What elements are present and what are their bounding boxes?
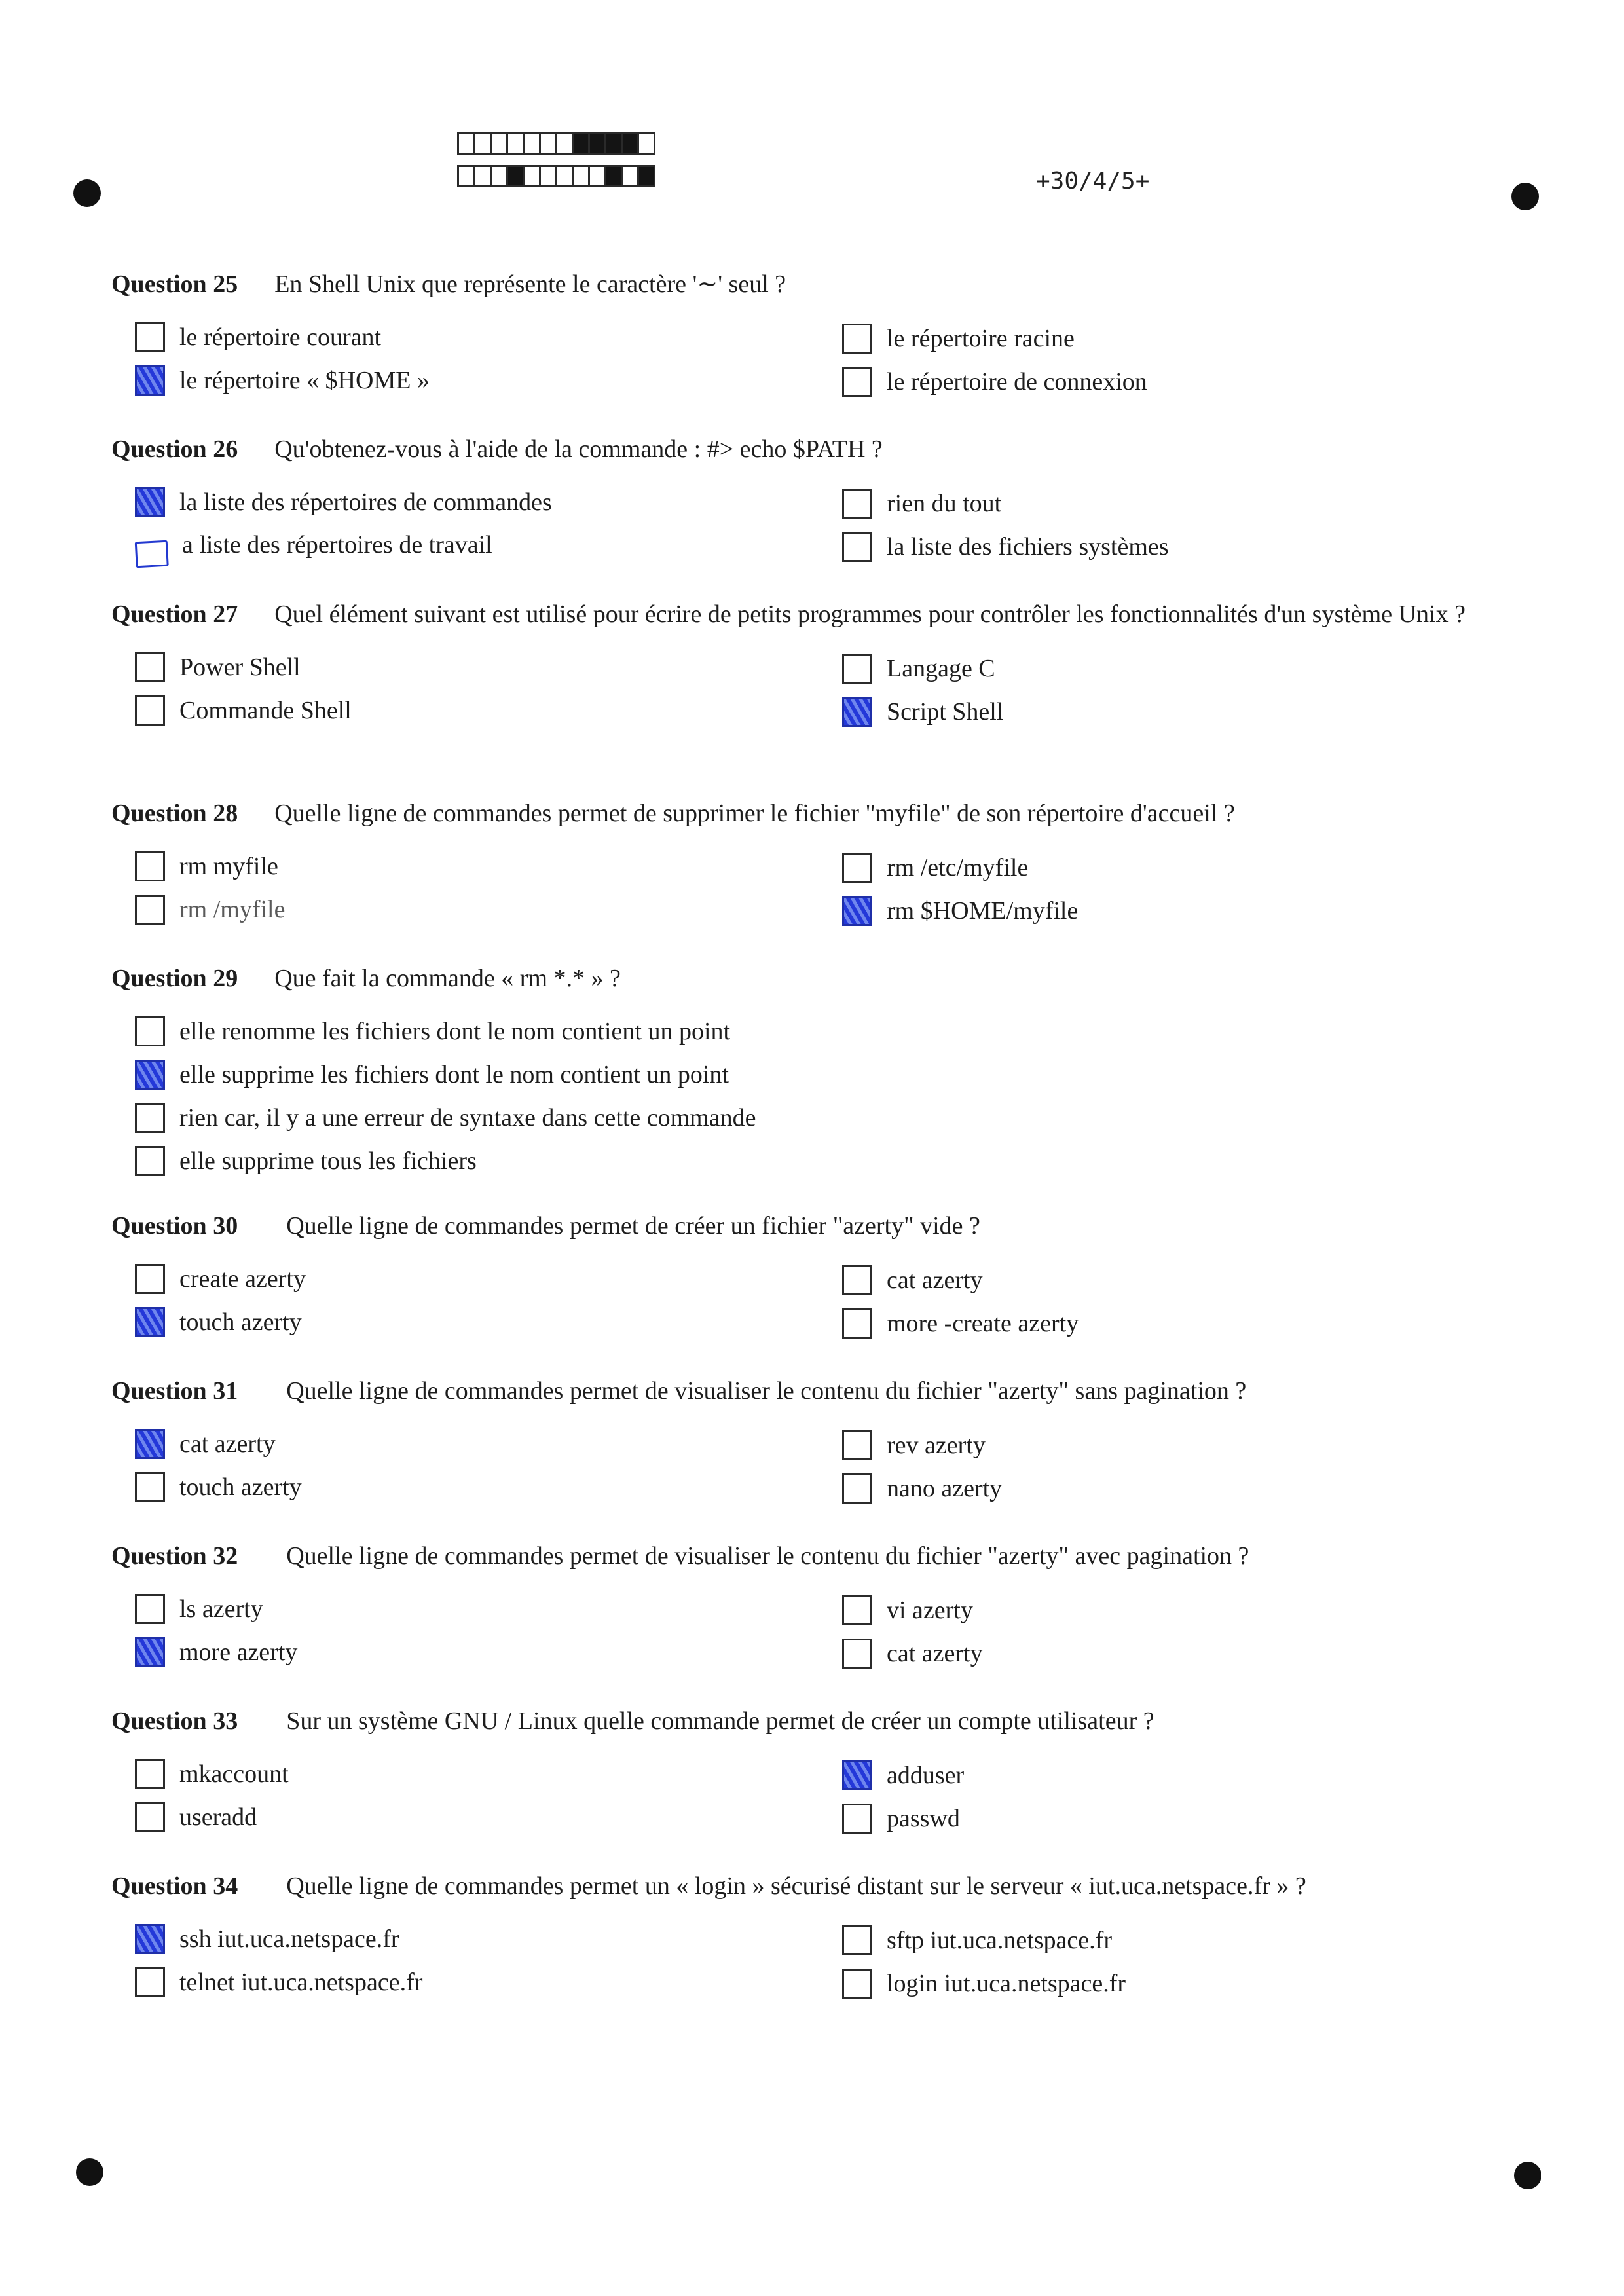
answer-label: create azerty [179,1265,306,1293]
answer-option[interactable] [135,851,278,881]
answer-label: le répertoire « $HOME » [179,367,430,394]
answer-label: cat azerty [887,1640,983,1667]
checkbox[interactable] [135,1967,165,1997]
answer-label: rm /myfile [179,896,286,923]
answer-option[interactable] [135,1146,477,1176]
answer-label: cat azerty [887,1267,983,1294]
checkbox[interactable] [842,1804,872,1834]
code-cell [539,132,557,155]
question-34 [111,1869,1506,2007]
corner-mark-bottom-left [76,2158,103,2186]
answer-option[interactable] [135,695,352,726]
checkbox[interactable] [842,1265,872,1295]
checkbox[interactable] [135,1637,165,1667]
answer-label: adduser [887,1762,965,1789]
checkbox[interactable] [135,695,165,726]
answer-option[interactable] [135,322,381,352]
corner-mark-top-left [73,179,101,207]
answer-label: Commande Shell [179,697,352,724]
answer-option[interactable] [135,1594,263,1624]
question-32 [111,1539,1506,1676]
checkbox[interactable] [842,1430,872,1460]
checkbox[interactable] [842,896,872,926]
question-26 [111,432,1506,570]
answer-option[interactable] [135,652,301,682]
code-cell [457,165,475,187]
answer-option[interactable] [842,896,1078,926]
answer-option[interactable] [135,1802,257,1832]
code-cell [523,132,541,155]
answer-option[interactable] [842,1430,986,1460]
checkbox[interactable] [842,1969,872,1999]
checkbox[interactable] [135,1264,165,1294]
answer-option[interactable] [842,853,1028,883]
answer-label: rev azerty [887,1432,986,1459]
answer-option[interactable] [842,654,995,684]
question-text: Quelle ligne de commandes permet de créer un fichier "azerty" vide ? [286,1212,980,1240]
answer-label: touch azerty [179,1308,302,1336]
code-cell [473,165,492,187]
checkbox[interactable] [135,1016,165,1046]
answer-option[interactable] [842,489,1001,519]
code-cell [588,132,606,155]
answer-option[interactable] [842,1760,964,1790]
checkbox[interactable] [842,1639,872,1669]
question-text: Quelle ligne de commandes permet de visualiser le contenu du fichier "azerty" sans pagination ? [286,1377,1247,1405]
question-30 [111,1209,1506,1346]
answer-option[interactable] [842,1639,983,1669]
checkbox[interactable] [842,1595,872,1625]
answer-label: sftp iut.uca.netspace.fr [887,1927,1112,1954]
answer-option[interactable] [842,1473,1002,1504]
code-cell [457,132,475,155]
question-text: Quelle ligne de commandes permet de visualiser le contenu du fichier "azerty" avec pagination ? [286,1542,1249,1570]
checkbox[interactable] [135,652,165,682]
checkbox[interactable] [135,487,165,517]
checkbox[interactable] [135,322,165,352]
question-text: Que fait la commande « rm *.* » ? [274,965,621,992]
checkbox[interactable] [135,1146,165,1176]
code-cell [523,165,541,187]
checkbox[interactable] [135,1594,165,1624]
code-cell [621,165,639,187]
question-label: Question 32 [111,1542,238,1570]
checkbox[interactable] [135,1307,165,1337]
sheet-identifier: +30/4/5+ [1036,168,1150,194]
answer-label: la liste des répertoires de commandes [179,489,552,516]
checkbox[interactable] [842,1925,872,1955]
answer-option[interactable] [842,1595,973,1625]
checkbox[interactable] [135,1472,165,1502]
checkbox[interactable] [842,1308,872,1339]
checkbox[interactable] [842,697,872,727]
question-label: Question 25 [111,270,238,298]
page-code-row-1 [457,132,654,155]
question-text: Quelle ligne de commandes permet un « login » sécurisé distant sur le serveur « iut.uca.netspace.fr » ? [286,1872,1306,1900]
answer-label: rm $HOME/myfile [887,897,1079,925]
answer-option[interactable] [135,1637,297,1667]
answer-label: le répertoire de connexion [887,368,1147,396]
answer-option[interactable] [135,1016,730,1046]
answer-option[interactable] [135,365,430,396]
answer-option[interactable] [135,530,492,559]
answer-option[interactable] [135,1759,289,1789]
answer-label: elle supprime tous les fichiers [179,1147,477,1175]
answer-label: la liste des fichiers systèmes [887,533,1169,561]
page-code-row-2 [457,165,654,187]
answer-label: touch azerty [179,1473,302,1501]
code-cell [506,165,525,187]
corner-mark-top-right [1511,183,1539,210]
answer-label: le répertoire racine [887,325,1075,352]
answer-label: nano azerty [887,1475,1003,1502]
checkbox[interactable] [135,540,169,568]
checkbox[interactable] [842,367,872,397]
checkbox[interactable] [135,895,165,925]
code-cell [621,132,639,155]
answer-option[interactable] [135,1429,276,1459]
answer-option[interactable] [842,1308,1079,1339]
checkbox[interactable] [135,1759,165,1789]
code-cell [572,132,590,155]
code-cell [490,132,508,155]
answer-label: cat azerty [179,1430,276,1458]
checkbox[interactable] [842,489,872,519]
answer-label: telnet iut.uca.netspace.fr [179,1969,423,1996]
answer-label: more -create azerty [887,1310,1079,1337]
question-28 [111,796,1506,934]
checkbox[interactable] [135,1802,165,1832]
answer-option[interactable] [842,697,1003,727]
answer-label: passwd [887,1805,960,1832]
answer-label: Script Shell [887,698,1004,726]
checkbox[interactable] [842,1473,872,1504]
answer-option[interactable] [842,1265,983,1295]
question-text: Quel élément suivant est utilisé pour écrire de petits programmes pour contrôler les fonctionnalités d'un système Unix ? [274,601,1466,628]
answer-option[interactable] [135,895,285,925]
question-33 [111,1704,1506,1842]
answer-label: rien car, il y a une erreur de syntaxe dans cette commande [179,1104,756,1132]
answer-option[interactable] [135,1307,302,1337]
answer-label: le répertoire courant [179,324,382,351]
question-label: Question 29 [111,965,238,992]
answer-option[interactable] [135,1103,756,1133]
answer-option[interactable] [842,367,1147,397]
code-cell [490,165,508,187]
checkbox[interactable] [135,1103,165,1133]
question-29 [111,961,1506,1187]
code-cell [506,132,525,155]
answer-option[interactable] [842,1804,960,1834]
question-label: Question 26 [111,435,238,463]
code-cell [604,132,623,155]
answer-option[interactable] [135,1924,399,1954]
question-label: Question 34 [111,1872,238,1900]
question-text: En Shell Unix que représente le caractère '∼' seul ? [274,270,786,298]
answer-option[interactable] [135,1967,422,1997]
answer-label: login iut.uca.netspace.fr [887,1970,1126,1997]
question-label: Question 33 [111,1707,238,1735]
question-label: Question 30 [111,1212,238,1240]
answer-label: elle supprime les fichiers dont le nom contient un point [179,1061,729,1088]
checkbox[interactable] [842,324,872,354]
code-cell [637,165,655,187]
answer-option[interactable] [842,1925,1112,1955]
question-text: Sur un système GNU / Linux quelle commande permet de créer un compte utilisateur ? [286,1707,1154,1735]
answer-label: rien du tout [887,490,1002,517]
question-label: Question 27 [111,601,238,628]
code-cell [539,165,557,187]
code-cell [588,165,606,187]
question-label: Question 31 [111,1377,238,1405]
answer-option[interactable] [842,1969,1126,1999]
answer-label: ssh iut.uca.netspace.fr [179,1925,399,1953]
checkbox[interactable] [135,365,165,396]
checkbox[interactable] [135,851,165,881]
answer-label: ls azerty [179,1595,263,1623]
code-cell [637,132,655,155]
answer-label: Power Shell [179,654,301,681]
question-text: Quelle ligne de commandes permet de supprimer le fichier "myfile" de son répertoire d'accueil ? [274,800,1235,827]
checkbox[interactable] [842,1760,872,1790]
checkbox[interactable] [842,853,872,883]
answer-option[interactable] [135,1060,729,1090]
answer-label: vi azerty [887,1597,973,1624]
question-25 [111,267,1506,405]
question-31 [111,1374,1506,1511]
answer-option[interactable] [135,487,552,517]
answer-label: a liste des répertoires de travail [182,531,492,559]
checkbox[interactable] [842,654,872,684]
answer-label: mkaccount [179,1760,289,1788]
checkbox[interactable] [135,1924,165,1954]
answer-label: rm /etc/myfile [887,854,1029,881]
code-cell [473,132,492,155]
answer-label: rm myfile [179,853,278,880]
answer-option[interactable] [842,532,1169,562]
answer-label: more azerty [179,1639,298,1666]
code-cell [572,165,590,187]
question-label: Question 28 [111,800,238,827]
question-text: Qu'obtenez-vous à l'aide de la commande : #> echo $PATH ? [274,435,883,463]
code-cell [555,132,574,155]
answer-label: Langage C [887,655,995,682]
answer-option[interactable] [135,1472,302,1502]
checkbox[interactable] [135,1060,165,1090]
code-cell [604,165,623,187]
code-cell [555,165,574,187]
checkbox[interactable] [842,532,872,562]
corner-mark-bottom-right [1514,2162,1541,2189]
question-27 [111,597,1506,735]
answer-label: useradd [179,1804,257,1831]
checkbox[interactable] [135,1429,165,1459]
answer-label: elle renomme les fichiers dont le nom contient un point [179,1018,731,1045]
answer-option[interactable] [842,324,1075,354]
answer-option[interactable] [135,1264,306,1294]
